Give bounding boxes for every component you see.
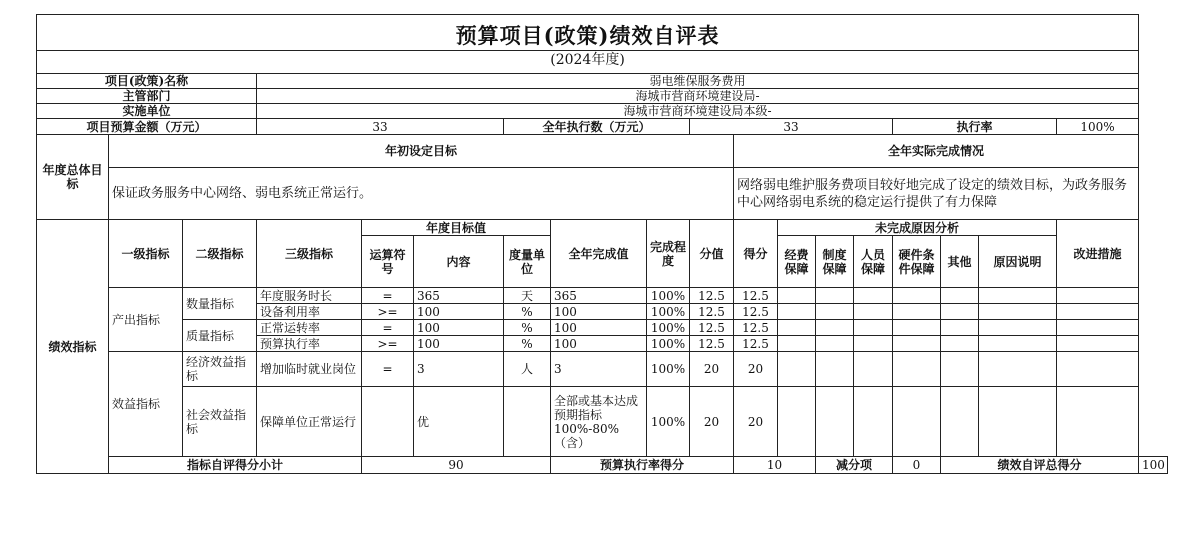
header-reason-desc: 原因说明 xyxy=(979,236,1057,288)
indicator-op: = xyxy=(362,320,414,336)
indicator-unit: 人 xyxy=(504,352,551,387)
group-benefit: 效益指标 xyxy=(109,352,183,457)
exec-value: 33 xyxy=(690,119,893,135)
header-reason-hardware: 硬件条件保障 xyxy=(893,236,941,288)
evaluation-sheet xyxy=(36,14,1168,522)
header-level3: 三级指标 xyxy=(257,220,362,288)
header-score: 分值 xyxy=(690,220,734,288)
indicator-got: 12.5 xyxy=(734,304,778,320)
indicator-comp: 100% xyxy=(647,320,690,336)
actual-goal-header: 全年实际完成情况 xyxy=(734,135,1139,168)
total-label: 绩效自评总得分 xyxy=(941,457,1139,474)
table-row xyxy=(37,288,1168,304)
header-reason-other: 其他 xyxy=(941,236,979,288)
deduct-label: 减分项 xyxy=(816,457,893,474)
indicator-full: 全部或基本达成预期指标100%-80%（含） xyxy=(551,387,647,457)
group-economic: 经济效益指标 xyxy=(183,352,257,387)
indicator-name: 年度服务时长 xyxy=(257,288,362,304)
initial-goal-header: 年初设定目标 xyxy=(109,135,734,168)
indicator-full: 100 xyxy=(551,304,647,320)
group-quality: 质量指标 xyxy=(183,320,257,352)
title-cell xyxy=(37,15,1139,51)
table-row xyxy=(37,387,1168,457)
indicator-score: 12.5 xyxy=(690,288,734,304)
actual-goal-text: 网络弱电维护服务费项目较好地完成了设定的绩效目标，为政务服务中心网络弱电系统的稳定运行提供了有力保障 xyxy=(734,168,1139,220)
header-reason-funding: 经费保障 xyxy=(778,236,816,288)
subtotal-label: 指标自评得分小计 xyxy=(109,457,362,474)
indicator-name: 预算执行率 xyxy=(257,336,362,352)
indicator-score: 20 xyxy=(690,387,734,457)
indicator-op: >= xyxy=(362,304,414,320)
exec-label: 全年执行数（万元） xyxy=(504,119,690,135)
indicator-name: 保障单位正常运行 xyxy=(257,387,362,457)
header-improve: 改进措施 xyxy=(1057,220,1139,288)
indicator-got: 20 xyxy=(734,352,778,387)
header-reason-system: 制度保障 xyxy=(816,236,854,288)
header-content: 内容 xyxy=(414,236,504,288)
perf-label: 绩效指标 xyxy=(37,220,109,474)
year-cell xyxy=(37,51,1139,74)
indicator-full: 100 xyxy=(551,336,647,352)
header-reason-group: 未完成原因分析 xyxy=(778,220,1057,236)
indicator-unit: % xyxy=(504,304,551,320)
header-completion: 完成程度 xyxy=(647,220,690,288)
initial-goal-text: 保证政务服务中心网络、弱电系统正常运行。 xyxy=(109,168,734,220)
project-name-label: 项目(政策)名称 xyxy=(37,74,257,89)
header-full-year: 全年完成值 xyxy=(551,220,647,288)
indicator-op: = xyxy=(362,288,414,304)
header-unit: 度量单位 xyxy=(504,236,551,288)
unit-value: 海城市营商环境建设局本级- xyxy=(257,104,1139,119)
indicator-content: 100 xyxy=(414,320,504,336)
header-target-group: 年度目标值 xyxy=(362,220,551,236)
indicator-unit: % xyxy=(504,320,551,336)
indicator-op: = xyxy=(362,352,414,387)
header-level2: 二级指标 xyxy=(183,220,257,288)
indicator-unit: 天 xyxy=(504,288,551,304)
group-quantity: 数量指标 xyxy=(183,288,257,320)
indicator-content: 100 xyxy=(414,304,504,320)
group-output: 产出指标 xyxy=(109,288,183,352)
indicator-comp: 100% xyxy=(647,387,690,457)
budget-value: 33 xyxy=(257,119,504,135)
goals-label: 年度总体目标 xyxy=(37,135,109,220)
indicator-got: 12.5 xyxy=(734,336,778,352)
table-row xyxy=(37,320,1168,336)
indicator-unit xyxy=(504,387,551,457)
indicator-score: 12.5 xyxy=(690,320,734,336)
header-op: 运算符号 xyxy=(362,236,414,288)
indicator-comp: 100% xyxy=(647,336,690,352)
indicator-got: 12.5 xyxy=(734,320,778,336)
dept-value: 海城市营商环境建设局- xyxy=(257,89,1139,104)
dept-label: 主管部门 xyxy=(37,89,257,104)
rate-value: 100% xyxy=(1057,119,1139,135)
page-title: 预算项目(政策)绩效自评表 xyxy=(455,23,720,48)
indicator-comp: 100% xyxy=(647,352,690,387)
indicator-op xyxy=(362,387,414,457)
indicator-got: 12.5 xyxy=(734,288,778,304)
indicator-score: 12.5 xyxy=(690,336,734,352)
budget-label: 项目预算金额（万元） xyxy=(37,119,257,135)
indicator-content: 100 xyxy=(414,336,504,352)
indicator-full: 3 xyxy=(551,352,647,387)
group-social: 社会效益指标 xyxy=(183,387,257,457)
indicator-name: 增加临时就业岗位 xyxy=(257,352,362,387)
evaluation-table xyxy=(36,14,1168,474)
year-label: (2024年度) xyxy=(550,52,625,68)
budget-rate-value: 10 xyxy=(734,457,816,474)
deduct-value: 0 xyxy=(893,457,941,474)
indicator-score: 20 xyxy=(690,352,734,387)
indicator-got: 20 xyxy=(734,387,778,457)
indicator-comp: 100% xyxy=(647,304,690,320)
indicator-content: 优 xyxy=(414,387,504,457)
budget-rate-label: 预算执行率得分 xyxy=(551,457,734,474)
indicator-full: 365 xyxy=(551,288,647,304)
indicator-unit: % xyxy=(504,336,551,352)
indicator-content: 365 xyxy=(414,288,504,304)
header-level1: 一级指标 xyxy=(109,220,183,288)
unit-label: 实施单位 xyxy=(37,104,257,119)
indicator-full: 100 xyxy=(551,320,647,336)
table-row xyxy=(37,352,1168,387)
header-got: 得分 xyxy=(734,220,778,288)
subtotal-value: 90 xyxy=(362,457,551,474)
project-name-value: 弱电维保服务费用 xyxy=(257,74,1139,89)
indicator-name: 正常运转率 xyxy=(257,320,362,336)
indicator-score: 12.5 xyxy=(690,304,734,320)
total-value: 100 xyxy=(1139,457,1168,474)
indicator-name: 设备利用率 xyxy=(257,304,362,320)
header-reason-staff: 人员保障 xyxy=(854,236,893,288)
indicator-content: 3 xyxy=(414,352,504,387)
indicator-op: >= xyxy=(362,336,414,352)
indicator-comp: 100% xyxy=(647,288,690,304)
rate-label: 执行率 xyxy=(893,119,1057,135)
